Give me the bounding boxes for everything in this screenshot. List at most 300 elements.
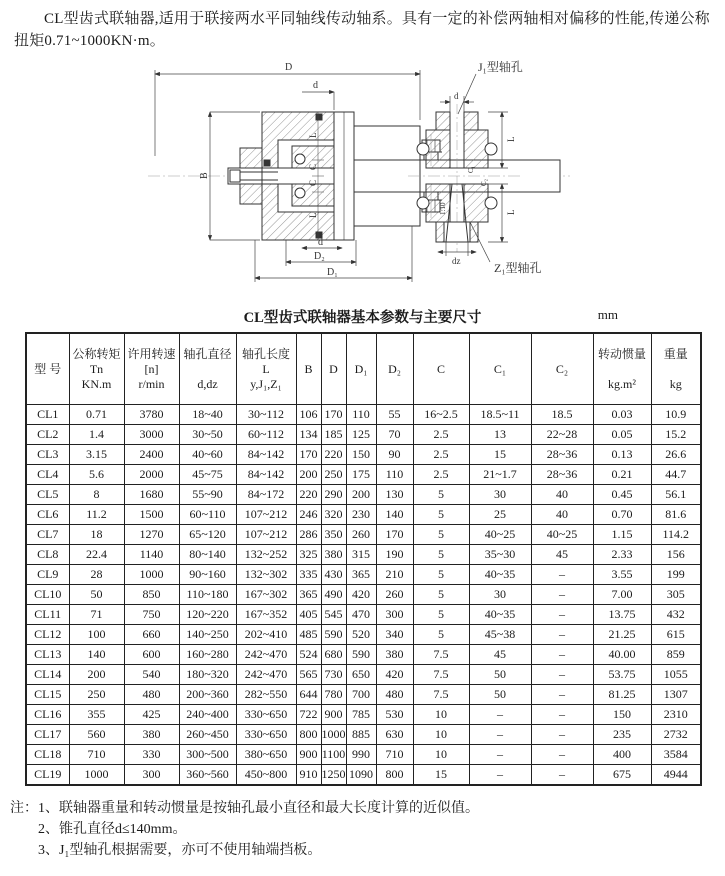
value-cell: 485 — [296, 625, 321, 645]
table-row — [26, 505, 701, 525]
value-cell: 11.2 — [69, 505, 124, 525]
model-cell: CL1 — [26, 405, 69, 425]
value-cell: 350 — [321, 525, 346, 545]
model-cell: CL12 — [26, 625, 69, 645]
value-cell: 1000 — [124, 565, 179, 585]
value-cell: 242~470 — [236, 665, 296, 685]
value-cell: 365 — [346, 565, 376, 585]
value-cell: 660 — [124, 625, 179, 645]
value-cell: 230 — [346, 505, 376, 525]
value-cell: 600 — [124, 645, 179, 665]
value-cell: 3780 — [124, 405, 179, 425]
model-cell: CL19 — [26, 765, 69, 786]
value-cell: 220 — [296, 485, 321, 505]
value-cell: 40~25 — [531, 525, 593, 545]
table-row — [26, 765, 701, 786]
value-cell: 420 — [376, 665, 413, 685]
value-cell: 450~800 — [236, 765, 296, 786]
value-cell: 675 — [593, 765, 651, 786]
value-cell: 3584 — [651, 745, 701, 765]
value-cell: 40~25 — [469, 525, 531, 545]
value-cell: 140~250 — [179, 625, 236, 645]
value-cell: 30~112 — [236, 405, 296, 425]
dim-label-L-upper: L — [308, 132, 318, 138]
value-cell: 432 — [651, 605, 701, 625]
dim-label-L-lower: L — [308, 212, 318, 218]
value-cell: 22~28 — [531, 425, 593, 445]
value-cell: 10 — [413, 725, 469, 745]
value-cell: 7.5 — [413, 685, 469, 705]
value-cell: 0.70 — [593, 505, 651, 525]
value-cell: – — [531, 685, 593, 705]
value-cell: 282~550 — [236, 685, 296, 705]
value-cell: 150 — [346, 445, 376, 465]
model-cell: CL3 — [26, 445, 69, 465]
column-header: D₂ — [376, 333, 413, 405]
value-cell: 26.6 — [651, 445, 701, 465]
value-cell: 199 — [651, 565, 701, 585]
value-cell: 190 — [376, 545, 413, 565]
notes-prefix: 注： — [10, 801, 38, 816]
column-header: 转动惯量 kg.m² — [593, 333, 651, 405]
value-cell: – — [531, 565, 593, 585]
value-cell: 15.2 — [651, 425, 701, 445]
value-cell: 340 — [376, 625, 413, 645]
value-cell: 45 — [469, 645, 531, 665]
value-cell: 630 — [376, 725, 413, 745]
value-cell: 644 — [296, 685, 321, 705]
value-cell: 425 — [124, 705, 179, 725]
value-cell: – — [531, 745, 593, 765]
column-header: 轴孔长度 L y,J₁,Z₁ — [236, 333, 296, 405]
value-cell: 335 — [296, 565, 321, 585]
model-cell: CL15 — [26, 685, 69, 705]
value-cell: 290 — [321, 485, 346, 505]
value-cell: 107~212 — [236, 525, 296, 545]
model-cell: CL13 — [26, 645, 69, 665]
value-cell: 885 — [346, 725, 376, 745]
value-cell: 530 — [376, 705, 413, 725]
value-cell: 260 — [346, 525, 376, 545]
value-cell: 5 — [413, 605, 469, 625]
value-cell: 900 — [321, 705, 346, 725]
value-cell: 100 — [69, 625, 124, 645]
value-cell: 710 — [376, 745, 413, 765]
value-cell: 10 — [413, 745, 469, 765]
column-header: B — [296, 333, 321, 405]
table-row — [26, 745, 701, 765]
value-cell: 330~650 — [236, 725, 296, 745]
value-cell: 1270 — [124, 525, 179, 545]
value-cell: 125 — [346, 425, 376, 445]
value-cell: – — [469, 725, 531, 745]
model-cell: CL9 — [26, 565, 69, 585]
model-cell: CL16 — [26, 705, 69, 725]
table-row — [26, 665, 701, 685]
value-cell: 81.25 — [593, 685, 651, 705]
value-cell: 40.00 — [593, 645, 651, 665]
table-row — [26, 465, 701, 485]
value-cell: 1307 — [651, 685, 701, 705]
column-header: C — [413, 333, 469, 405]
notes-list — [38, 798, 479, 861]
value-cell: 520 — [346, 625, 376, 645]
value-cell: 400 — [593, 745, 651, 765]
value-cell: 286 — [296, 525, 321, 545]
value-cell: 30~50 — [179, 425, 236, 445]
model-cell: CL18 — [26, 745, 69, 765]
value-cell: 1140 — [124, 545, 179, 565]
callout-j1-label: J₁型轴孔 — [478, 60, 523, 74]
value-cell: 56.1 — [651, 485, 701, 505]
value-cell: 16~2.5 — [413, 405, 469, 425]
dim-label-C-upper: C — [308, 163, 318, 170]
value-cell: 490 — [321, 585, 346, 605]
dim-label-L-right-bottom: L — [506, 209, 516, 215]
value-cell: 40 — [531, 505, 593, 525]
value-cell: 170 — [321, 405, 346, 425]
value-cell: 60~112 — [236, 425, 296, 445]
dim-label-D2: D₂ — [314, 251, 325, 262]
value-cell: 365 — [296, 585, 321, 605]
value-cell: 5.6 — [69, 465, 124, 485]
value-cell: – — [469, 765, 531, 786]
value-cell: 4944 — [651, 765, 701, 786]
value-cell: 3000 — [124, 425, 179, 445]
value-cell: 25 — [469, 505, 531, 525]
dim-label-C1-right: C₁ — [467, 165, 475, 173]
value-cell: 45 — [531, 545, 593, 565]
dim-label-L-right-top: L — [506, 136, 516, 142]
value-cell: 5 — [413, 625, 469, 645]
value-cell: 480 — [376, 685, 413, 705]
value-cell: 35~30 — [469, 545, 531, 565]
value-cell: 18.5 — [531, 405, 593, 425]
model-cell: CL4 — [26, 465, 69, 485]
value-cell: 110~180 — [179, 585, 236, 605]
value-cell: 305 — [651, 585, 701, 605]
value-cell: 235 — [593, 725, 651, 745]
value-cell: 480 — [124, 685, 179, 705]
value-cell: 5 — [413, 545, 469, 565]
value-cell: 210 — [376, 565, 413, 585]
table-row — [26, 565, 701, 585]
value-cell: 360~560 — [179, 765, 236, 786]
value-cell: 13.75 — [593, 605, 651, 625]
value-cell: 110 — [346, 405, 376, 425]
callout-z1-label: Z₁型轴孔 — [494, 261, 542, 275]
value-cell: 81.6 — [651, 505, 701, 525]
value-cell: – — [531, 625, 593, 645]
table-row — [26, 545, 701, 565]
value-cell: 90 — [376, 445, 413, 465]
value-cell: 30 — [469, 485, 531, 505]
value-cell: 8 — [69, 485, 124, 505]
value-cell: 175 — [346, 465, 376, 485]
value-cell: 2400 — [124, 445, 179, 465]
value-cell: 540 — [124, 665, 179, 685]
value-cell: 30 — [469, 585, 531, 605]
value-cell: 250 — [69, 685, 124, 705]
value-cell: 0.05 — [593, 425, 651, 445]
column-header: D₁ — [346, 333, 376, 405]
value-cell: 45~75 — [179, 465, 236, 485]
value-cell: 110 — [376, 465, 413, 485]
dim-label-D1: D₁ — [327, 267, 338, 278]
value-cell: 5 — [413, 525, 469, 545]
value-cell: 780 — [321, 685, 346, 705]
value-cell: 28~36 — [531, 465, 593, 485]
taper-label: 1:10 — [439, 202, 447, 215]
value-cell: 355 — [69, 705, 124, 725]
value-cell: 140 — [69, 645, 124, 665]
value-cell: – — [531, 605, 593, 625]
drawing-area — [0, 56, 725, 298]
table-row — [26, 525, 701, 545]
value-cell: – — [531, 585, 593, 605]
dim-label-C2-right: C₂ — [480, 178, 488, 186]
value-cell: – — [469, 745, 531, 765]
table-row — [26, 705, 701, 725]
value-cell: 120~220 — [179, 605, 236, 625]
value-cell: 114.2 — [651, 525, 701, 545]
value-cell: 132~252 — [236, 545, 296, 565]
value-cell: 7.5 — [413, 665, 469, 685]
value-cell: 50 — [469, 665, 531, 685]
value-cell: 1.4 — [69, 425, 124, 445]
value-cell: 650 — [346, 665, 376, 685]
value-cell: 900 — [296, 745, 321, 765]
value-cell: 5 — [413, 585, 469, 605]
value-cell: 220 — [321, 445, 346, 465]
value-cell: 680 — [321, 645, 346, 665]
value-cell: 590 — [346, 645, 376, 665]
model-cell: CL5 — [26, 485, 69, 505]
column-header: 轴孔直径 d,dz — [179, 333, 236, 405]
value-cell: 700 — [346, 685, 376, 705]
value-cell: 0.71 — [69, 405, 124, 425]
value-cell: 5 — [413, 485, 469, 505]
value-cell: 545 — [321, 605, 346, 625]
value-cell: 167~352 — [236, 605, 296, 625]
value-cell: 13 — [469, 425, 531, 445]
note-item: 2、锥孔直径d≤140mm。 — [38, 822, 187, 837]
value-cell: 242~470 — [236, 645, 296, 665]
column-header: D — [321, 333, 346, 405]
value-cell: 106 — [296, 405, 321, 425]
model-cell: CL17 — [26, 725, 69, 745]
value-cell: 2.5 — [413, 425, 469, 445]
note-item: 1、联轴器重量和转动惯量是按轴孔最小直径和最大长度计算的近似值。 — [38, 801, 479, 816]
value-cell: 28~36 — [531, 445, 593, 465]
dim-label-C-lower: C — [308, 179, 318, 186]
value-cell: 21~1.7 — [469, 465, 531, 485]
value-cell: 84~142 — [236, 445, 296, 465]
table-row — [26, 725, 701, 745]
value-cell: 1055 — [651, 665, 701, 685]
value-cell: 1250 — [321, 765, 346, 786]
value-cell: 3.55 — [593, 565, 651, 585]
value-cell: 18 — [69, 525, 124, 545]
value-cell: 60~110 — [179, 505, 236, 525]
column-header: C₁ — [469, 333, 531, 405]
value-cell: – — [469, 705, 531, 725]
value-cell: 325 — [296, 545, 321, 565]
value-cell: 53.75 — [593, 665, 651, 685]
value-cell: 44.7 — [651, 465, 701, 485]
table-title-row — [25, 306, 700, 326]
intro-paragraph: CL型齿式联轴器,适用于联接两水平同轴线传动轴系。具有一定的补偿两轴相对偏移的性能,传递公称扭矩0.71~1000KN·m。 — [14, 11, 710, 49]
value-cell: 800 — [376, 765, 413, 786]
value-cell: 2000 — [124, 465, 179, 485]
table-row — [26, 585, 701, 605]
dim-label-dz: dz — [452, 256, 461, 266]
value-cell: 2310 — [651, 705, 701, 725]
dim-label-B: B — [199, 172, 210, 179]
value-cell: 140 — [376, 505, 413, 525]
value-cell: 1090 — [346, 765, 376, 786]
value-cell: 200 — [69, 665, 124, 685]
table-row — [26, 485, 701, 505]
value-cell: 750 — [124, 605, 179, 625]
value-cell: 18.5~11 — [469, 405, 531, 425]
value-cell: 380~650 — [236, 745, 296, 765]
value-cell: 5 — [413, 505, 469, 525]
value-cell: 167~302 — [236, 585, 296, 605]
note-item: 3、J₁型轴孔根据需要，亦可不使用轴端挡板。 — [38, 843, 322, 858]
value-cell: 71 — [69, 605, 124, 625]
value-cell: 730 — [321, 665, 346, 685]
value-cell: 859 — [651, 645, 701, 665]
value-cell: 40~60 — [179, 445, 236, 465]
value-cell: 150 — [593, 705, 651, 725]
value-cell: 28 — [69, 565, 124, 585]
value-cell: 84~172 — [236, 485, 296, 505]
value-cell: 84~142 — [236, 465, 296, 485]
value-cell: 7.5 — [413, 645, 469, 665]
value-cell: 200 — [346, 485, 376, 505]
value-cell: 90~160 — [179, 565, 236, 585]
value-cell: 260~450 — [179, 725, 236, 745]
model-cell: CL10 — [26, 585, 69, 605]
value-cell: 40~35 — [469, 605, 531, 625]
value-cell: 50 — [469, 685, 531, 705]
value-cell: 7.00 — [593, 585, 651, 605]
value-cell: 850 — [124, 585, 179, 605]
value-cell: 420 — [346, 585, 376, 605]
value-cell: 0.13 — [593, 445, 651, 465]
value-cell: 202~410 — [236, 625, 296, 645]
value-cell: 722 — [296, 705, 321, 725]
value-cell: 560 — [69, 725, 124, 745]
value-cell: 5 — [413, 565, 469, 585]
value-cell: 0.21 — [593, 465, 651, 485]
value-cell: 22.4 — [69, 545, 124, 565]
value-cell: 380 — [321, 545, 346, 565]
value-cell: 170 — [296, 445, 321, 465]
value-cell: 300~500 — [179, 745, 236, 765]
value-cell: 0.03 — [593, 405, 651, 425]
value-cell: 170 — [376, 525, 413, 545]
column-header: 型 号 — [26, 333, 69, 405]
value-cell: 18~40 — [179, 405, 236, 425]
value-cell: – — [531, 705, 593, 725]
value-cell: 2.33 — [593, 545, 651, 565]
table-row — [26, 625, 701, 645]
value-cell: 2732 — [651, 725, 701, 745]
value-cell: 55 — [376, 405, 413, 425]
value-cell: – — [531, 645, 593, 665]
value-cell: 405 — [296, 605, 321, 625]
value-cell: 70 — [376, 425, 413, 445]
value-cell: 1000 — [69, 765, 124, 786]
value-cell: – — [531, 665, 593, 685]
value-cell: 1.15 — [593, 525, 651, 545]
value-cell: 200~360 — [179, 685, 236, 705]
dim-label-d-bottom: d — [318, 237, 323, 248]
table-row — [26, 405, 701, 425]
table-title: CL型齿式联轴器基本参数与主要尺寸 — [243, 310, 482, 326]
value-cell: 3.15 — [69, 445, 124, 465]
dim-label-d-right: d — [454, 91, 459, 101]
column-header: 公称转矩 Tn KN.m — [69, 333, 124, 405]
value-cell: 430 — [321, 565, 346, 585]
dim-label-D: D — [285, 62, 293, 73]
value-cell: 50 — [69, 585, 124, 605]
parameters-table — [25, 332, 702, 786]
table-unit: mm — [597, 307, 618, 322]
value-cell: 45~38 — [469, 625, 531, 645]
value-cell: 156 — [651, 545, 701, 565]
value-cell: 1100 — [321, 745, 346, 765]
value-cell: 470 — [346, 605, 376, 625]
value-cell: 315 — [346, 545, 376, 565]
column-header: 重量 kg — [651, 333, 701, 405]
value-cell: 160~280 — [179, 645, 236, 665]
model-cell: CL7 — [26, 525, 69, 545]
value-cell: 524 — [296, 645, 321, 665]
dim-label-d-top: d — [313, 80, 318, 91]
table-row — [26, 445, 701, 465]
value-cell: 330~650 — [236, 705, 296, 725]
model-cell: CL11 — [26, 605, 69, 625]
value-cell: 330 — [124, 745, 179, 765]
value-cell: 300 — [124, 765, 179, 786]
value-cell: 80~140 — [179, 545, 236, 565]
value-cell: 1500 — [124, 505, 179, 525]
value-cell: 1680 — [124, 485, 179, 505]
value-cell: 10.9 — [651, 405, 701, 425]
value-cell: 380 — [376, 645, 413, 665]
value-cell: 1000 — [321, 725, 346, 745]
value-cell: – — [531, 725, 593, 745]
value-cell: 21.25 — [593, 625, 651, 645]
table-body — [26, 405, 701, 786]
value-cell: 2.5 — [413, 445, 469, 465]
model-cell: CL8 — [26, 545, 69, 565]
column-header: C₂ — [531, 333, 593, 405]
value-cell: 15 — [469, 445, 531, 465]
value-cell: 180~320 — [179, 665, 236, 685]
value-cell: 65~120 — [179, 525, 236, 545]
value-cell: 134 — [296, 425, 321, 445]
value-cell: 320 — [321, 505, 346, 525]
value-cell: 132~302 — [236, 565, 296, 585]
model-cell: CL2 — [26, 425, 69, 445]
value-cell: 615 — [651, 625, 701, 645]
table-row — [26, 685, 701, 705]
value-cell: 200 — [296, 465, 321, 485]
